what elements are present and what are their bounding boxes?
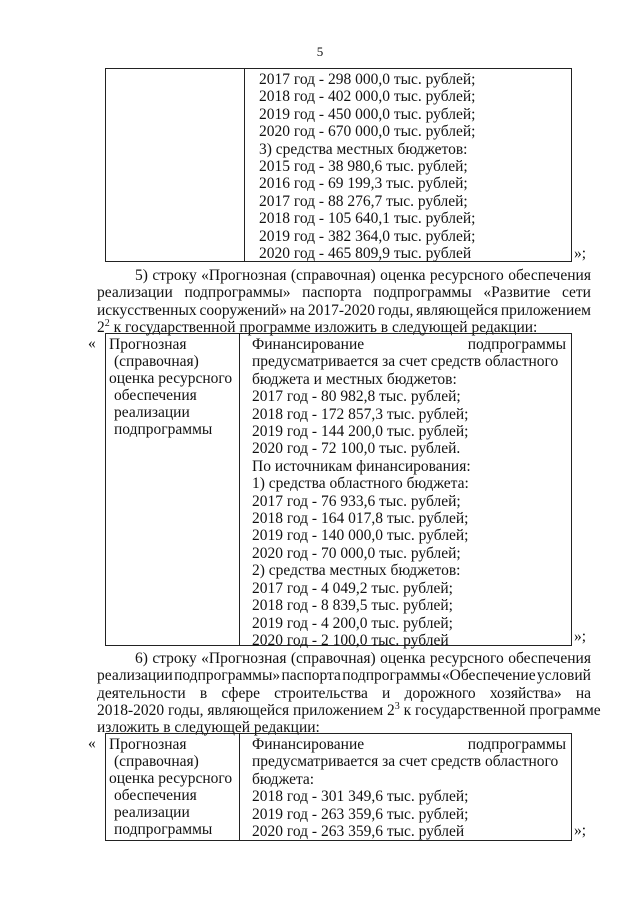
table-column-divider bbox=[239, 734, 240, 840]
row-label: Прогнозная (справочная) оценка ресурсного обеспечения реализации подпрограммы bbox=[109, 736, 233, 838]
funding-line: 2015 год - 38 980,6 тыс. рублей; bbox=[259, 158, 468, 176]
funding-lines: Финансирование подпрограммы предусматривается за счет средств областного бюджета и местных бюджетов: 2017 год - 80 982,8 тыс. рублей; 2018 год - 172 857,3 тыс. рублей; 2019 год - 144 200,0 тыс. рублей; 2020 год - 72 100,0 тыс. рублей. По источникам финансирования: 1) средства областного бюджета: 2017 год - 76 933,6 тыс. рублей; 2018 год - 164 017,8 тыс. рублей; 2019 год - 140 000,0 тыс. рублей; 2020 год - 70 000,0 тыс. рублей; 2) средства местных бюджетов: 2017 год - 4 049,2 тыс. рублей; 2018 год - 8 839,5 тыс. рублей; 2019 год - 4 200,0 тыс. рублей; 2020 год - 2 100,0 тыс. рублей bbox=[252, 336, 566, 649]
budget-table-continued bbox=[105, 68, 572, 262]
funding-line: 2019 год - 382 364,0 тыс. рублей; bbox=[259, 227, 476, 245]
table-column-divider bbox=[239, 334, 240, 645]
opening-quote: « bbox=[88, 335, 96, 352]
paragraph-item-6: 6) строку «Прогнозная (справочная) оценка ресурсного обеспечения реализации подпрограммы» паспорта подпрограммы «Обеспечение условий деятельности в сфере строительства и дорожного хозяйства» на 2018-2020 годы, являющейся приложением $2^3$ к государственной программе изложить в следующей редакции: bbox=[97, 650, 601, 737]
funding-line: 2017 год - 88 276,7 тыс. рублей; bbox=[259, 192, 468, 210]
paragraph-item-5: 5) строку «Прогнозная (справочная) оценка ресурсного обеспечения реализации подпрограммы» паспорта подпрограммы «Развитие сети искусственных сооружений» на 2017-2020 годы, являющейся приложением $2^2$ к государственной программе изложить в следующей редакции: bbox=[97, 267, 591, 336]
row-label: Прогнозная (справочная) оценка ресурсного обеспечения реализации подпрограммы bbox=[109, 336, 233, 438]
funding-line: 2020 год - 670 000,0 тыс. рублей; bbox=[259, 123, 476, 141]
budget-table-subprogram-support bbox=[105, 733, 572, 841]
table-column-divider bbox=[244, 69, 245, 261]
closing-quote: »; bbox=[574, 245, 587, 262]
budget-table-subprogram-bridges bbox=[105, 333, 572, 649]
page-number: 5 bbox=[316, 44, 324, 59]
funding-line: 2018 год - 402 000,0 тыс. рублей; bbox=[259, 88, 476, 106]
funding-line: 2017 год - 298 000,0 тыс. рублей; bbox=[259, 71, 476, 88]
funding-line: 2020 год - 465 809,9 тыс. рублей bbox=[259, 245, 472, 263]
funding-line: 3) средства местных бюджетов: bbox=[259, 140, 468, 158]
closing-quote: »; bbox=[574, 822, 587, 839]
funding-line: 2016 год - 69 199,3 тыс. рублей; bbox=[259, 175, 468, 193]
opening-quote: « bbox=[88, 735, 96, 752]
funding-line: 2019 год - 450 000,0 тыс. рублей; bbox=[259, 105, 476, 123]
funding-lines: Финансирование подпрограммы предусматривается за счет средств областного бюджета: 2018 год - 301 349,6 тыс. рублей; 2019 год - 263 359,6 тыс. рублей; 2020 год - 263 359,6 тыс. рублей bbox=[252, 736, 566, 841]
funding-lines bbox=[259, 71, 475, 262]
funding-line: 2018 год - 105 640,1 тыс. рублей; bbox=[259, 210, 476, 228]
closing-quote: »; bbox=[574, 628, 587, 645]
